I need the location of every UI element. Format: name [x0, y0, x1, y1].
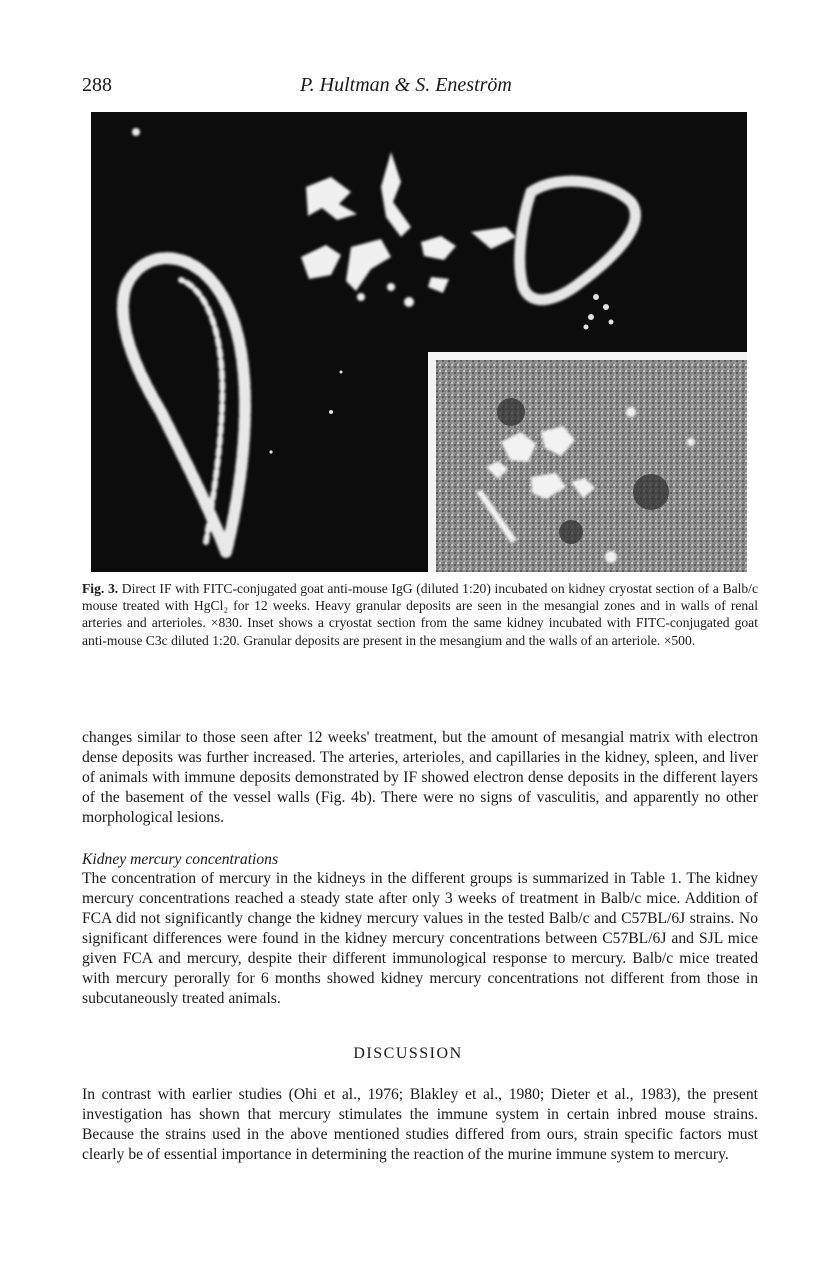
figure-caption — [82, 580, 758, 649]
figure-caption-text: Direct IF with FITC-conjugated goat anti-mouse IgG (diluted 1:20) incubated on kidney cryostat section of a Balb/c mouse treated with HgCl₂ for 12 weeks. Heavy granular deposits are seen in the mesangial zones and in walls of renal arteries and arterioles. ×830. Inset shows a cryostat section from the same kidney incubated with FITC-conjugated goat anti-mouse C3c diluted 1:20. Granular deposits are present in the mesangium and the walls of an arteriole. ×500. — [82, 581, 758, 648]
body-paragraph-1 — [82, 728, 758, 828]
figure-caption-label: Fig. 3. — [82, 581, 119, 596]
body-paragraph-3 — [82, 1085, 758, 1165]
paragraph-text: changes similar to those seen after 12 weeks' treatment, but the amount of mesangial matrix with electron dense deposits was further increased. The arteries, arterioles, and capillaries in the kidney, spleen, and liver of animals with immune deposits demonstrated by IF showed electron dense deposits in the different layers of the basement of the vessel walls (Fig. 4b). There were no signs of vasculitis, and apparently no other morphological lesions. — [82, 729, 758, 826]
paragraph-text: The concentration of mercury in the kidneys in the different groups is summarized in Table 1. The kidney mercury concentrations reached a steady state after only 3 weeks of treatment in Balb/c mice. Addition of FCA did not significantly change the kidney mercury values in the tested Balb/c and C57BL/6J strains. No significant differences were found in the kidney mercury concentrations between C57BL/6J and SJL mice given FCA and mercury, despite their different immunological response to mercury. Balb/c mice treated with mercury perorally for 6 months showed kidney mercury concentrations not different from those in subcutaneously treated animals. — [82, 870, 758, 1007]
inset-micrograph — [428, 352, 747, 572]
micrograph-figure — [91, 112, 747, 572]
running-head-authors: P. Hultman & S. Eneström — [300, 74, 512, 96]
page-number: 288 — [82, 74, 112, 96]
section-subheading: Kidney mercury concentrations — [82, 851, 279, 868]
body-paragraph-2 — [82, 869, 758, 1009]
paragraph-text: In contrast with earlier studies (Ohi et al., 1976; Blakley et al., 1980; Dieter et al., 1983), the present investigation has shown that mercury stimulates the immune system in certain inbred mouse strains. Because the strains used in the above mentioned studies differed from ours, strain specific factors must clearly be of essential importance in determining the reaction of the murine immune system to mercury. — [82, 1086, 758, 1163]
section-heading: DISCUSSION — [353, 1045, 463, 1062]
micrograph-image — [91, 112, 747, 572]
